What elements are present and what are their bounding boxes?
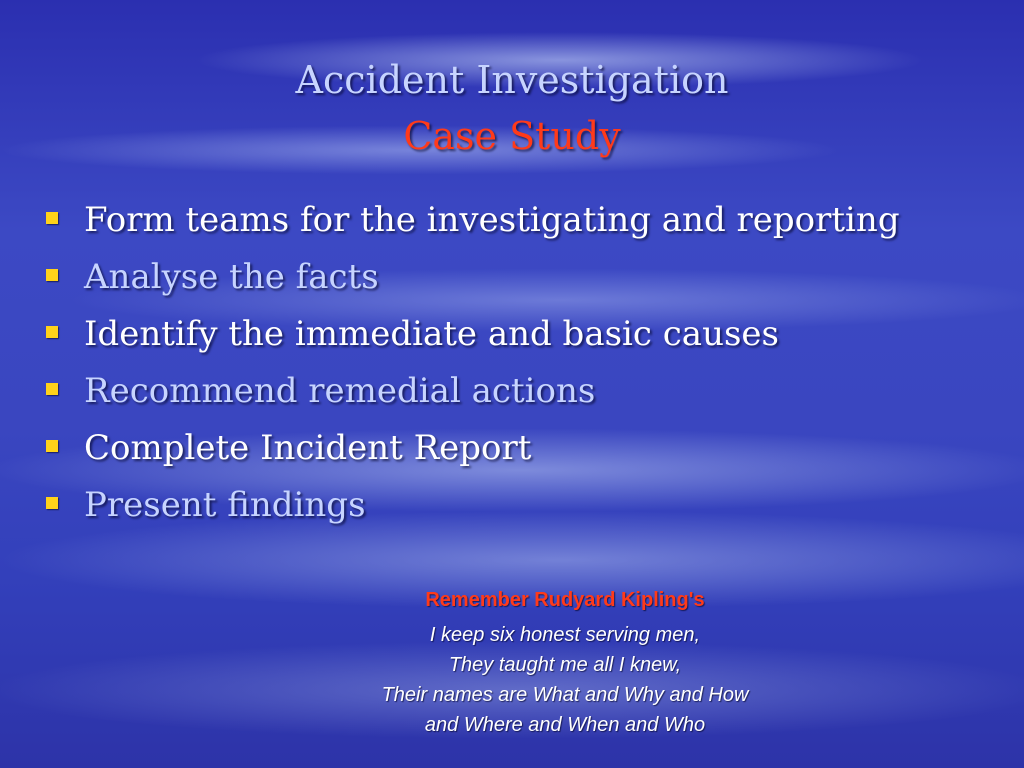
square-bullet-icon xyxy=(46,497,58,509)
quote-line: They taught me all I knew, xyxy=(448,654,682,676)
bullet-text: Recommend remedial actions xyxy=(84,371,596,411)
bullet-text: Form teams for the investigating and reporting xyxy=(84,200,900,240)
bullet-text: Analyse the facts xyxy=(84,257,379,297)
square-bullet-icon xyxy=(46,269,58,281)
quote-line: I keep six honest serving men, xyxy=(429,624,701,646)
quote-heading: Remember Rudyard Kipling's xyxy=(425,589,705,611)
bullet-item xyxy=(44,481,944,529)
quote-verse xyxy=(300,620,830,740)
bullet-list xyxy=(44,196,944,538)
kipling-quote xyxy=(300,586,830,740)
bullet-item xyxy=(44,424,944,472)
bullet-item xyxy=(44,310,944,358)
square-bullet-icon xyxy=(46,383,58,395)
square-bullet-icon xyxy=(46,440,58,452)
slide-title xyxy=(0,52,1024,164)
bullet-text: Present findings xyxy=(84,485,366,525)
quote-line: and Where and When and Who xyxy=(424,714,706,736)
bullet-text: Identify the immediate and basic causes xyxy=(84,314,779,354)
quote-line: Their names are What and Why and How xyxy=(381,684,749,706)
square-bullet-icon xyxy=(46,326,58,338)
bullet-item xyxy=(44,367,944,415)
square-bullet-icon xyxy=(46,212,58,224)
title-line-2: Case Study xyxy=(403,114,621,158)
bullet-item xyxy=(44,253,944,301)
bullet-item xyxy=(44,196,944,244)
bullet-text: Complete Incident Report xyxy=(84,428,532,468)
title-line-1: Accident Investigation xyxy=(295,58,729,102)
